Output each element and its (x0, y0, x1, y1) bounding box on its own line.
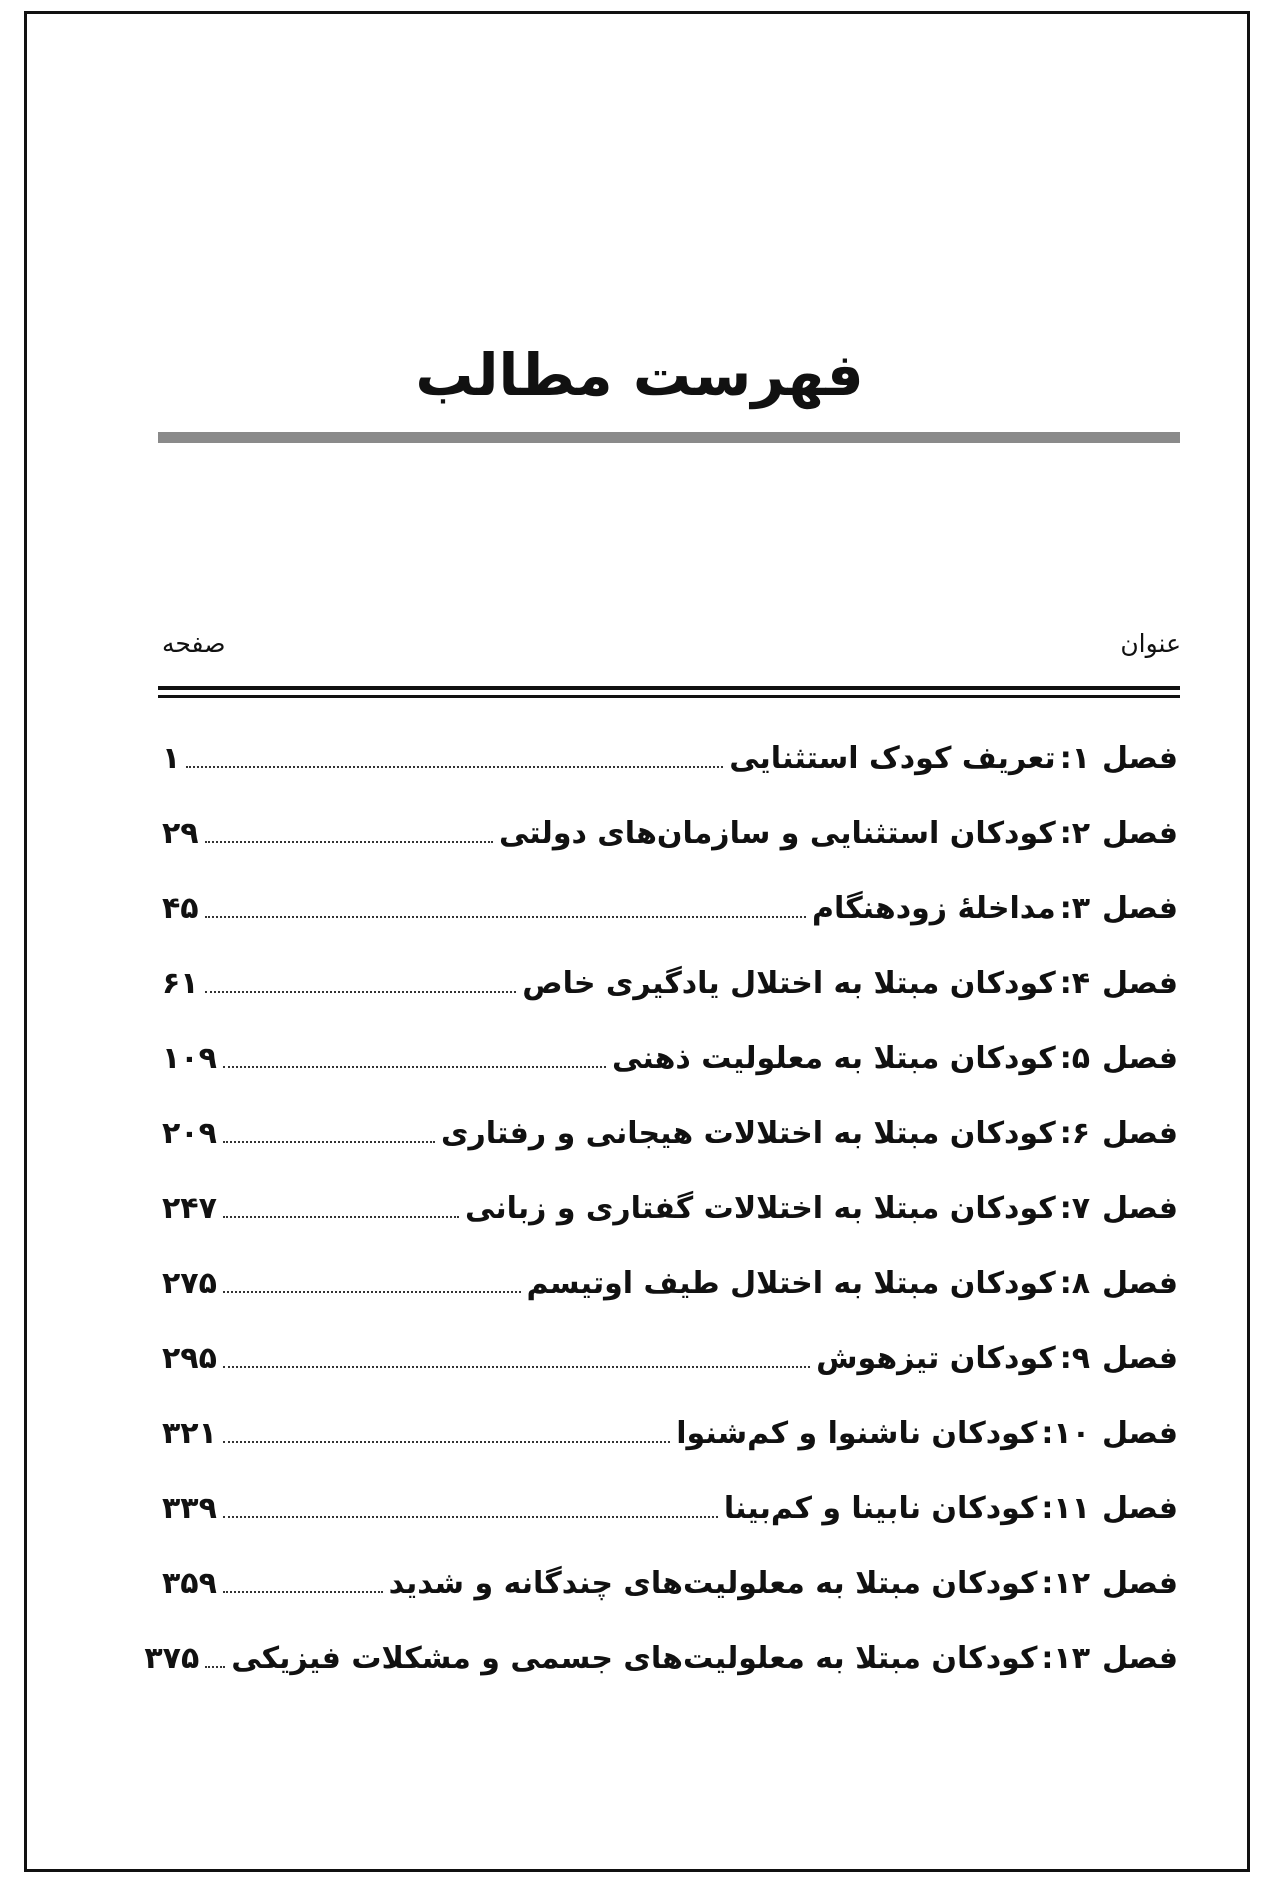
chapter-word: فصل (1102, 1341, 1178, 1376)
title-divider (158, 432, 1180, 443)
dot-leader (223, 1366, 810, 1368)
page-number: ۶۱ (162, 966, 199, 1001)
dot-leader (223, 1291, 521, 1293)
toc-entry[interactable] (162, 1187, 1178, 1262)
page-number: ۱ (162, 741, 181, 776)
chapter-number: ۱: (1059, 741, 1091, 776)
chapter-number: ۸: (1059, 1266, 1091, 1301)
toc-entry[interactable] (144, 1637, 1178, 1712)
dot-leader (223, 1066, 606, 1068)
chapter-title: تعریف کودک استثنایی (729, 741, 1056, 776)
chapter-word: فصل (1102, 1041, 1178, 1076)
dot-leader (205, 991, 517, 993)
chapter-title: کودکان مبتلا به اختلالات گفتاری و زبانی (464, 1191, 1056, 1226)
page-number: ۲۷۵ (162, 1266, 217, 1301)
toc-entry[interactable] (162, 887, 1178, 962)
page-number: ۴۵ (162, 891, 199, 926)
chapter-number: ۱۱: (1041, 1491, 1091, 1526)
chapter-word: فصل (1102, 1266, 1178, 1301)
chapter-number: ۹: (1059, 1341, 1091, 1376)
chapter-title: کودکان مبتلا به اختلال طیف اوتیسم (526, 1266, 1056, 1301)
chapter-title: مداخلۀ زودهنگام (811, 891, 1056, 926)
chapter-title: کودکان نابینا و کم‌بینا (723, 1491, 1038, 1526)
chapter-number: ۵: (1059, 1041, 1091, 1076)
chapter-word: فصل (1102, 816, 1178, 851)
chapter-number: ۳: (1059, 891, 1091, 926)
dot-leader (223, 1141, 435, 1143)
chapter-word: فصل (1102, 741, 1178, 776)
page-number: ۲۴۷ (162, 1191, 217, 1226)
chapter-number: ۲: (1059, 816, 1091, 851)
page-number: ۲۰۹ (162, 1116, 217, 1151)
dot-leader (205, 1666, 225, 1668)
page-title: فهرست مطالب (415, 341, 864, 409)
chapter-title: کودکان تیزهوش (816, 1341, 1056, 1376)
toc-entry[interactable] (162, 1487, 1178, 1562)
chapter-word: فصل (1102, 1641, 1178, 1676)
dot-leader (223, 1216, 459, 1218)
chapter-number: ۱۲: (1041, 1566, 1091, 1601)
chapter-title: کودکان استثنایی و سازمان‌های دولتی (498, 816, 1056, 851)
header-divider-bottom (158, 695, 1180, 698)
chapter-word: فصل (1102, 1566, 1178, 1601)
chapter-title: کودکان مبتلا به معلولیت‌های چندگانه و شدید (388, 1566, 1038, 1601)
chapter-word: فصل (1102, 1191, 1178, 1226)
page-number: ۳۳۹ (162, 1491, 217, 1526)
header-divider-top (158, 686, 1180, 690)
page-number: ۲۹ (162, 816, 199, 851)
chapter-title: کودکان مبتلا به معلولیت‌های جسمی و مشکلات فیزیکی (231, 1641, 1038, 1676)
toc-entry[interactable] (162, 1337, 1178, 1412)
toc-entry[interactable] (162, 1412, 1178, 1487)
dot-leader (223, 1516, 718, 1518)
toc-entry[interactable] (162, 812, 1178, 887)
dot-leader (205, 916, 806, 918)
chapter-number: ۴: (1059, 966, 1091, 1001)
page-number: ۲۹۵ (162, 1341, 217, 1376)
chapter-number: ۶: (1059, 1116, 1091, 1151)
chapter-number: ۷: (1059, 1191, 1091, 1226)
toc-entry[interactable] (162, 962, 1178, 1037)
toc-entry[interactable] (162, 1562, 1178, 1637)
dot-leader (205, 841, 493, 843)
title-column-header: عنوان (1120, 629, 1181, 658)
chapter-word: فصل (1102, 891, 1178, 926)
page-number: ۳۲۱ (162, 1416, 217, 1451)
page-number: ۳۷۵ (144, 1641, 200, 1676)
page-column-header: صفحه (162, 629, 226, 658)
dot-leader (223, 1591, 383, 1593)
chapter-number: ۱۳: (1041, 1641, 1091, 1676)
toc-entry[interactable] (162, 737, 1178, 812)
chapter-word: فصل (1102, 966, 1178, 1001)
toc-entry[interactable] (162, 1262, 1178, 1337)
chapter-word: فصل (1102, 1491, 1178, 1526)
chapter-word: فصل (1102, 1416, 1178, 1451)
toc-list (144, 737, 1178, 1712)
dot-leader (186, 766, 723, 768)
chapter-number: ۱۰: (1041, 1416, 1091, 1451)
chapter-title: کودکان مبتلا به اختلال یادگیری خاص (522, 966, 1056, 1001)
chapter-title: کودکان مبتلا به معلولیت ذهنی (612, 1041, 1056, 1076)
toc-entry[interactable] (162, 1037, 1178, 1112)
chapter-title: کودکان ناشنوا و کم‌شنوا (676, 1416, 1038, 1451)
dot-leader (223, 1441, 670, 1443)
chapter-word: فصل (1102, 1116, 1178, 1151)
page-number: ۱۰۹ (162, 1041, 217, 1076)
page-number: ۳۵۹ (162, 1566, 217, 1601)
toc-entry[interactable] (162, 1112, 1178, 1187)
chapter-title: کودکان مبتلا به اختلالات هیجانی و رفتاری (440, 1116, 1056, 1151)
